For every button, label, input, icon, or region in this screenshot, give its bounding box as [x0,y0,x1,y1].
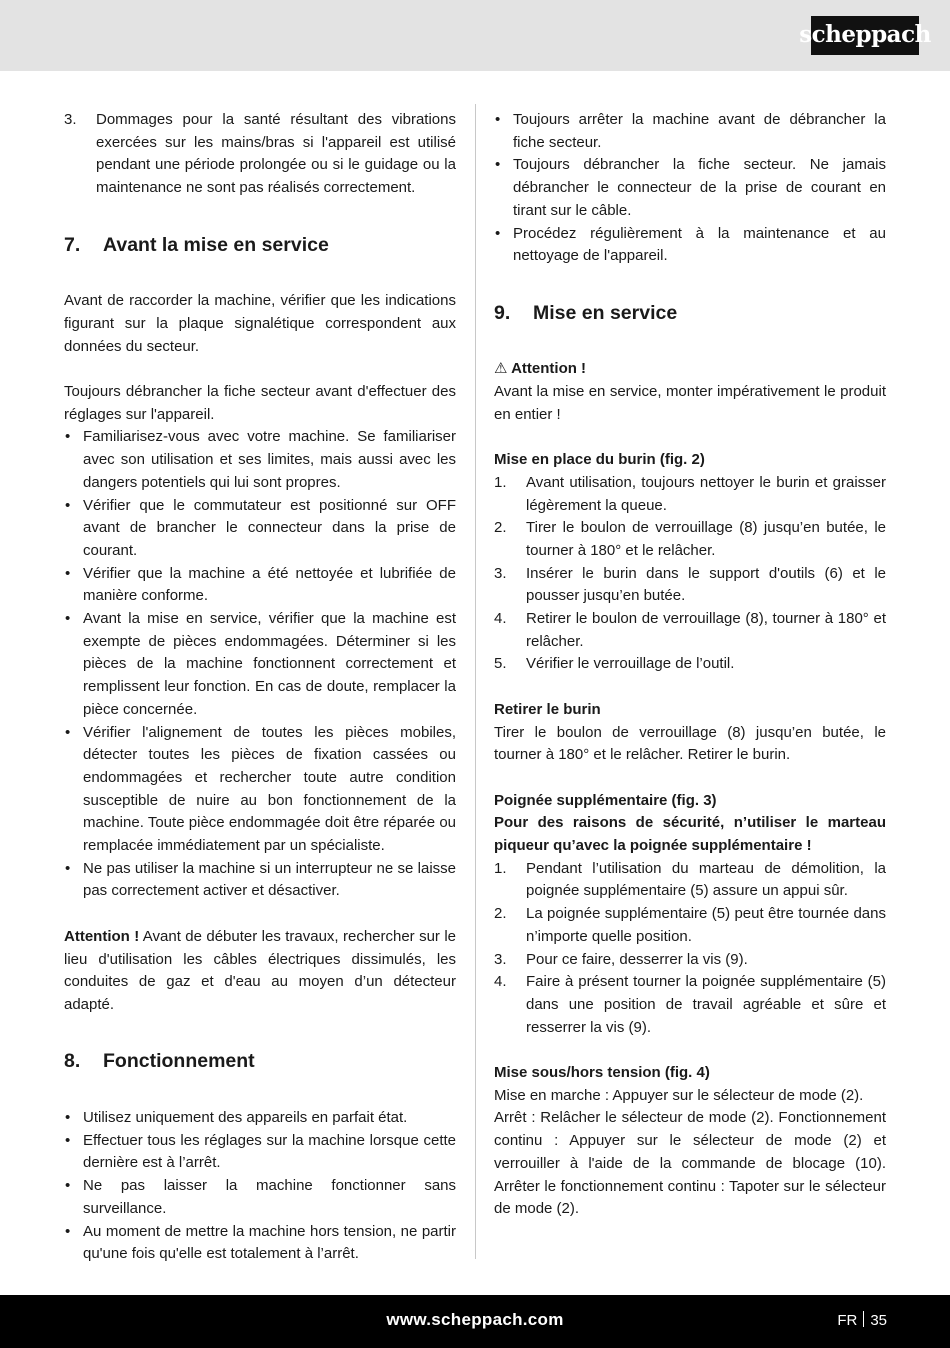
language-code: FR [837,1312,858,1329]
list-item [64,722,456,858]
bullet-marker: • [495,156,501,174]
warning-heading [494,358,886,381]
separator [863,1311,864,1327]
section-number: 8. [64,1050,81,1073]
list-text: Toujours débrancher la fiche secteur. Ne jamais débrancher le connecteur de la prise de courant en tirant sur le câble. [513,156,886,219]
bullet-marker: • [65,859,71,877]
safety-warning: Pour des raisons de sécurité, n’utiliser le marteau piqueur qu’avec la poignée supplémentaire ! [494,814,886,855]
list-item [64,109,456,200]
website-link[interactable]: www.scheppach.com [386,1310,564,1329]
list-text: Familiarisez-vous avec votre machine. Se familiariser avec son utilisation et ses limites, mais aussi avec les dangers potentiels qui lui sont propres. [83,428,456,491]
list-text: Vérifier le verrouillage de l’outil. [526,655,735,673]
list-item [494,472,886,517]
page-indicator [837,1310,887,1333]
list-text: Ne pas utiliser la machine si un interrupteur ne se laisse pas correctement activer et désactiver. [83,859,456,900]
page-number: 35 [870,1312,887,1329]
list-text: Vérifier que la machine a été nettoyée et lubrifiée de manière conforme. [83,564,456,605]
attention-paragraph [64,926,456,1017]
list-item [64,1130,456,1175]
bullet-marker: • [65,1177,71,1195]
attention-text: Avant de débuter les travaux, rechercher sur le lieu d'utilisation les câbles électriques dissimulés, les conduites de gaz et d'eau au moyen d’un détecteur adapté. [64,927,456,1013]
subheading: Mise sous/hors tension (fig. 4) [494,1064,710,1082]
list-item [494,653,886,676]
list-number: 5. [494,655,507,673]
bullet-marker: • [65,723,71,741]
list-text: Faire à présent tourner la poignée supplémentaire (5) dans une position de travail agréable et sûre et resserrer la vis (9). [526,973,886,1036]
paragraph: Mise en marche : Appuyer sur le sélecteur de mode (2). [494,1086,864,1104]
subheading: Mise en place du burin (fig. 2) [494,451,705,469]
list-item [64,495,456,563]
section-title: Avant la mise en service [103,233,329,256]
list-item [64,608,456,722]
list-text: Tirer le boulon de verrouillage (8) jusqu’en butée, le tourner à 180° et le relâcher. [526,519,886,559]
list-item [494,858,886,903]
paragraph: Arrêt : Relâcher le sélecteur de mode (2). Fonctionnement continu : Appuyer sur le sélecteur de mode (2) et verrouiller à l'aide de la commande de blocage (10). Arrêter le fonctionnement continu : Tapoter sur le sélecteur de mode (2). [494,1109,886,1218]
list-item [494,949,886,972]
paragraph: Tirer le boulon de verrouillage (8) jusqu’en butée, le tourner à 180° et le relâcher. Retirer le burin. [494,723,886,764]
list-item [64,1175,456,1220]
list-text: Vérifier que le commutateur est positionné sur OFF avant de brancher le connecteur dans la prise de courant. [83,496,456,559]
list-number: 2. [494,905,507,923]
paragraph: Toujours débrancher la fiche secteur avant d'effectuer des réglages sur l'appareil. [64,382,456,423]
list-item [64,858,456,903]
list-number: 4. [494,610,507,628]
list-text: Dommages pour la santé résultant des vibrations exercées sur les mains/bras si l'appareil est utilisé pendant une période prolongée ou si le guidage ou la maintenance ne sont pas réalisés correctement. [96,111,456,197]
section-title: Fonctionnement [103,1050,255,1073]
section-9-heading [494,291,886,336]
list-text: Insérer le burin dans le support d'outils (6) et le pousser jusqu’en butée. [526,564,886,605]
bullet-marker: • [65,610,71,628]
numbered-list [494,858,886,1040]
list-item [494,563,886,608]
bullet-marker: • [65,1222,71,1240]
page-header [0,0,950,71]
bullet-list [64,426,456,903]
page-footer [0,1295,950,1348]
list-number: 3. [494,950,507,968]
list-item [64,426,456,494]
list-text: Retirer le boulon de verrouillage (8), tourner à 180° et relâcher. [526,610,886,650]
list-text: Pendant l’utilisation du marteau de démolition, la poignée supplémentaire (5) assure un appui sûr. [526,859,886,900]
list-item [64,1221,456,1266]
attention-label: Attention ! [64,927,140,945]
numbered-list [494,472,886,676]
warning-icon: ⚠ [494,360,508,378]
list-text: Avant utilisation, toujours nettoyer le burin et graisser légèrement la queue. [526,473,886,514]
paragraph: Avant de raccorder la machine, vérifier que les indications figurant sur la plaque signalétique correspondent aux données du secteur. [64,292,456,355]
list-item [494,517,886,562]
bullet-marker: • [495,111,501,128]
section-number: 7. [64,233,81,256]
section-7-heading [64,223,456,268]
list-text: Toujours arrêter la machine avant de débrancher la fiche secteur. [513,111,886,151]
list-text: Au moment de mettre la machine hors tension, ne partir qu'une fois qu'elle est totalement à l’arrêt. [83,1222,456,1263]
list-item [494,971,886,1039]
bullet-list [494,109,886,268]
bullet-marker: • [65,1109,71,1127]
list-item [494,109,886,154]
list-text: Pour ce faire, desserrer la vis (9). [526,950,748,968]
list-item [494,154,886,222]
section-8-heading [64,1039,456,1084]
list-text: Avant la mise en service, vérifier que la machine est exempte de pièces endommagées. Déterminer si les pièces de la machine fonctionnent correctement et remplissent leur fonction. En cas de doute, remplacer la pièce concernée. [83,610,456,718]
list-number: 1. [494,859,507,877]
column-divider [475,104,476,1259]
list-item [64,563,456,608]
bullet-marker: • [65,564,71,582]
list-text: Procédez régulièrement à la maintenance et au nettoyage de l'appareil. [513,224,886,265]
list-number: 3. [494,564,507,582]
list-item [494,223,886,268]
left-column [64,109,456,1266]
bullet-marker: • [65,428,71,446]
right-column [494,109,886,1221]
section-title: Mise en service [533,301,678,324]
bullet-marker: • [65,1131,71,1149]
list-item [64,1107,456,1130]
list-text: Ne pas laisser la machine fonctionner sans surveillance. [83,1177,456,1217]
list-item [494,608,886,653]
bullet-marker: • [65,496,71,514]
list-text: Vérifier l'alignement de toutes les pièces mobiles, détecter toutes les pièces de fixation cassées ou endommagées et rechercher toute autre condition susceptible de nuire au bon fonctionnement de la machine. Toute pièce endommagée doit être réparée ou remplacée immédiatement par un spécialiste. [83,723,456,855]
list-text: La poignée supplémentaire (5) peut être tournée dans n’importe quelle position. [526,905,886,945]
subheading: Retirer le burin [494,700,601,718]
list-number: 2. [494,519,507,537]
subheading: Poignée supplémentaire (fig. 3) [494,791,717,809]
list-number: 1. [494,473,507,491]
scheppach-logo: scheppach [811,16,919,55]
list-item [494,903,886,948]
bullet-list [64,1107,456,1266]
list-text: Utilisez uniquement des appareils en parfait état. [83,1109,408,1127]
list-number: 3. [64,111,77,128]
list-number: 4. [494,973,507,991]
section-number: 9. [494,301,511,324]
list-text: Effectuer tous les réglages sur la machine lorsque cette dernière est à l’arrêt. [83,1131,456,1172]
bullet-marker: • [495,224,501,242]
warning-label: Attention ! [511,360,587,378]
paragraph: Avant la mise en service, monter impérativement le produit en entier ! [494,383,886,423]
